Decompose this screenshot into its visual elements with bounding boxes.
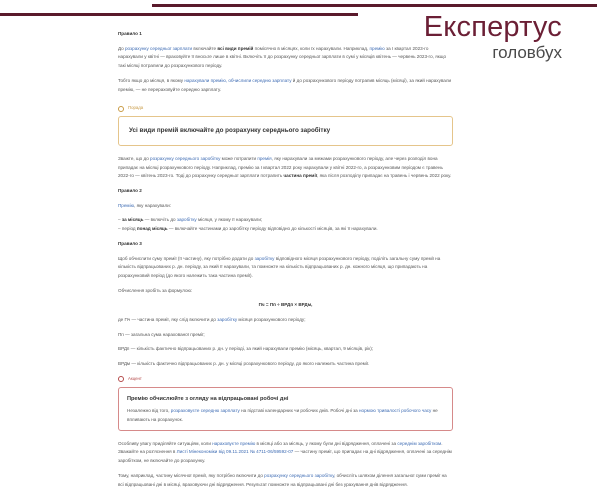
definition: ВРДм — кількість фактично відпрацьованих р. дн. у місяці розрахункового періоду, до якого належить частина премії. [118, 361, 370, 367]
link-average-earnings[interactable]: розрахунку середнього заробітку [264, 472, 335, 478]
text: Зважте, що до [118, 155, 151, 161]
warning-box [118, 387, 453, 431]
text: в місяці або за місяць, у якому були дні відрядження, оплачені за [255, 440, 398, 446]
text: — включайте частинами до заробітку періоду відповідно до кількості місяців, за які її нарахували. [167, 226, 378, 232]
text: помісячно в місяцях, коли їх нарахували. Наприклад, [253, 45, 370, 51]
link-bonus[interactable]: премія [257, 155, 272, 161]
text: Тому, наприклад, частину місячної премії, яку потрібно включити до [118, 472, 265, 478]
rule1-heading: Правило 1 [118, 31, 142, 36]
link-bonus[interactable]: Премію [118, 202, 135, 208]
link-bonus[interactable]: премію [369, 45, 385, 51]
text: — включіть до [143, 217, 177, 223]
final-paragraph-2 [118, 472, 453, 489]
text: , яку нарахували за межами розрахункового періоду, але через розподіл вона припадає на місяці розрахункового періоду. Наприклад, премію за I квартал 2022 року нарахували у квітні 2022-го, а розрахунковим періодом є травень 2022-го — квітень 2023-го. Тоді до розрахунку середньої зарплати потрапить [118, 155, 443, 179]
rule2-heading: Правило 2 [118, 188, 142, 194]
text: на підставі календарних чи робочих днів. Робочі дні за [239, 408, 360, 414]
warning-text [127, 407, 444, 424]
bold-text: всі види премій [217, 45, 254, 51]
logo-subtitle: головбух [492, 43, 562, 62]
definition [118, 316, 453, 325]
rule2-list [118, 216, 453, 233]
warning-label-text: Акцент [128, 375, 142, 381]
rule1-paragraph-2 [118, 77, 453, 94]
text: місяця, у якому її нарахували; [196, 217, 263, 223]
second-decorative-bar [0, 13, 358, 16]
text: Тобто якщо до місяця, в якому [118, 77, 185, 83]
link-earnings[interactable]: заробітку [176, 217, 197, 223]
text: Щоб обчислити суму премії (її частину), яку потрібно додати до [118, 255, 255, 261]
rule1-paragraph-1 [118, 45, 453, 71]
link-earnings[interactable]: заробітку [217, 317, 238, 323]
final-paragraph-1 [118, 440, 453, 466]
warning-title: Премію обчислюйте з огляду на відпрацьовані робочі дні [127, 395, 289, 402]
article-content [118, 30, 453, 495]
tip-label [118, 104, 453, 113]
link-average-earnings[interactable]: розрахунку середнього заробітку [150, 155, 221, 161]
text: період [121, 226, 137, 232]
top-decorative-bar [152, 4, 597, 7]
bold-text: понад місяць [136, 226, 168, 232]
bold-text: частина премії [283, 173, 318, 179]
list-item [118, 225, 453, 234]
exclamation-icon [118, 376, 124, 382]
text: місяця розрахункового періоду; [237, 317, 306, 323]
text: за I квартал 2023-го нарахували у квітні — враховуйте її вносьте лише в квітні. Включіть її до розрахунку середньої зарплати в сумі у місяців квітень — червень 2023-го, якщо такі місяці потрапили до розрахункового періоду. [118, 45, 447, 69]
text: відповідного місяця розрахункового періоду, поділіть загальну суму премії на кількість відпрацьованих р. дн. періоду, за який її нарахували, та помножте на кількість відпрацьованих р. дн. кожного місяця, що припадають на розрахунковий період (до якого належить така частина премії). [118, 255, 441, 278]
text: включайте [192, 45, 218, 51]
link-ministry-letter[interactable]: Листі Мінекономіки від 09.11.2021 № 4711-06/59592-07 [176, 449, 294, 455]
text: , яка після розподілу припадає на травень і червень 2022 року. [317, 173, 452, 179]
tip-text: Усі види премій включайте до розрахунку середнього заробітку [129, 126, 331, 134]
list-item [118, 216, 453, 225]
logo-title: Експертус [423, 11, 562, 43]
text: Особливу увагу приділяйте ситуаціям, коли [118, 440, 213, 446]
text: може потрапити [220, 155, 258, 161]
text: . Зважайте на роз'яснення в [118, 440, 443, 455]
bold-text: за місяць [121, 217, 144, 223]
tip-label-text: Порада [128, 105, 144, 111]
definition: Пп — загальна сума нарахованої премії; [118, 331, 205, 337]
text: не впливають на розрахунок. [127, 408, 438, 422]
definition: ВРДп — кількість фактично відпрацьованих р. дн. у періоді, за який нарахували премію (місяць, квартал, 9 місяців, рік); [118, 346, 374, 352]
text: й до розрахункового періоду потрапив місяць (місяці), за який нарахували премію, — не перераховуйте середню зарплату. [118, 77, 452, 92]
text: де Пч — частина премії, яку слід включити до [118, 317, 218, 323]
rule3-heading: Правило 3 [118, 240, 142, 246]
text: Незалежно від того, [127, 408, 171, 414]
link-average-salary[interactable]: розрахунку середньої зарплати [125, 45, 193, 51]
text: , обчисліть шляхом ділення загальної суми премії на всі відпрацьовані дні в місяці, враховуючи дні відрядження. Результат помножте на відпрацьовані дні без урахування днів відрядження. [118, 472, 447, 487]
text: До [118, 45, 125, 51]
rule3-paragraph [118, 255, 453, 281]
link-average-earnings[interactable]: середнім заробітком [397, 440, 442, 446]
link-earnings[interactable]: заробітку [254, 255, 275, 261]
link-calculated-bonus[interactable]: нарахували премію, обчислили середню зарплату [184, 77, 292, 83]
formula: Пч = Пп ÷ ВРДп × ВРДм, [258, 302, 313, 308]
warning-label [118, 375, 453, 384]
formula-intro: Обчислення зробіть за формулою: [118, 287, 193, 293]
rule2-intro [118, 202, 453, 211]
text: — частину премії, що припадає на дні відрядження, оплачені за середнім заробітком, не включайте до розрахунку. [118, 449, 452, 464]
link-calc-average-salary[interactable]: розраховуєте середню зарплату [170, 408, 240, 414]
text: , яку нарахували: [134, 202, 171, 208]
paragraph-after-tip [118, 155, 453, 181]
link-accrue-bonus[interactable]: нараховуєте премію [212, 440, 256, 446]
tip-box [118, 116, 453, 146]
lightbulb-icon [118, 106, 124, 112]
link-working-time-norm[interactable]: нормою тривалості робочого часу [359, 408, 432, 414]
